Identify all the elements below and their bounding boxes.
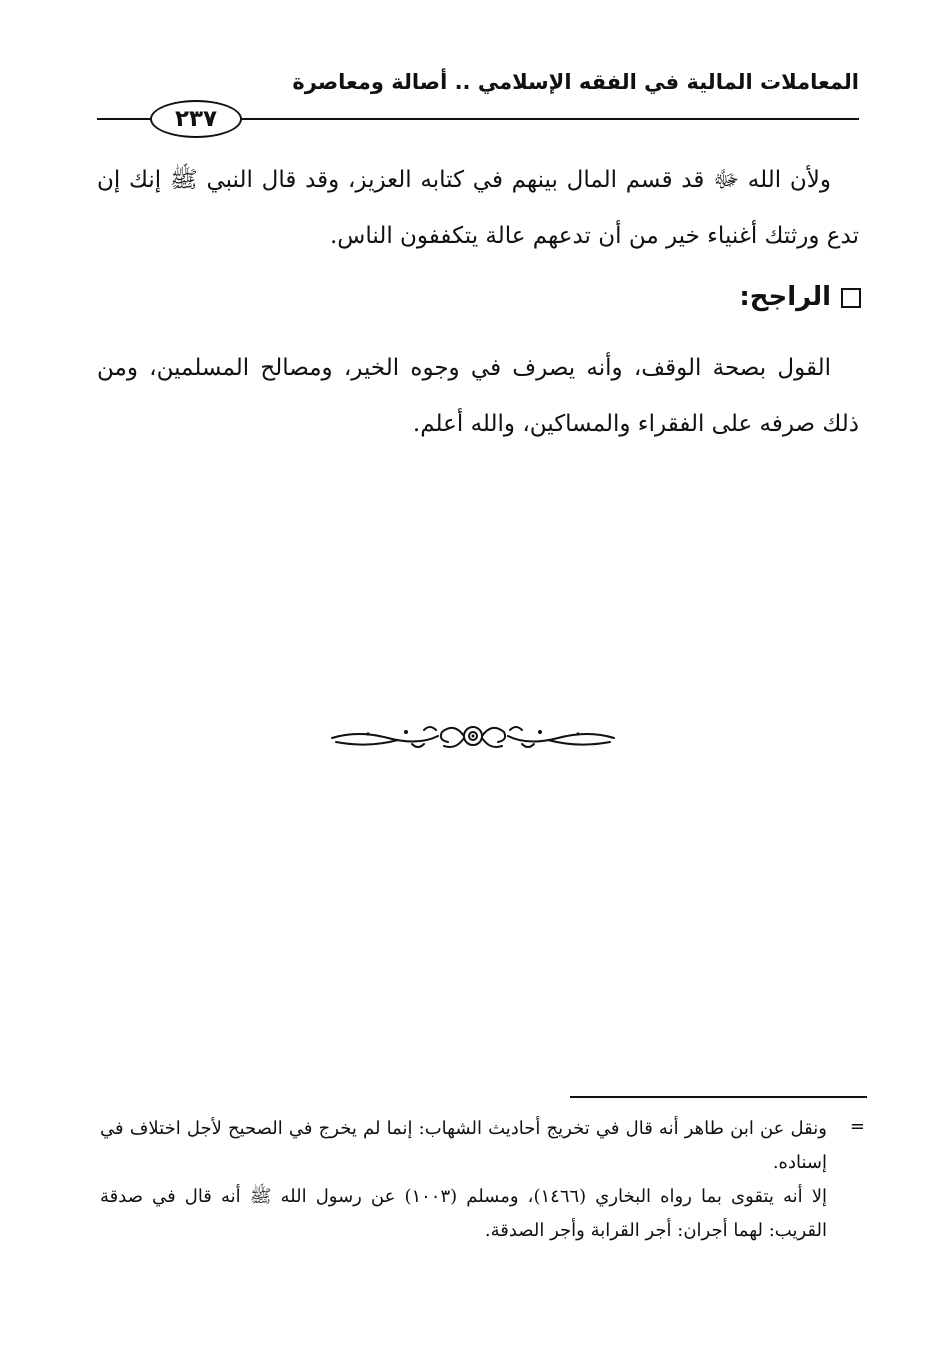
running-title: المعاملات المالية في الفقه الإسلامي .. أصالة ومعاصرة [292,70,859,94]
body-paragraph-2 [97,340,859,452]
checkbox-icon [841,288,861,308]
body-paragraph-1 [97,152,859,264]
body-paragraph-2-text: القول بصحة الوقف، وأنه يصرف في وجوه الخير، ومصالح المسلمين، ومن ذلك صرفه على الفقراء والمساكين، والله أعلم. [97,355,859,437]
footnote-paragraph-1: ونقل عن ابن طاهر أنه قال في تخريج أحاديث الشهاب: إنما لم يخرج في الصحيح لأجل اختلاف في إسناده. [100,1118,827,1173]
floral-divider-icon [328,716,618,756]
footnote-rule [570,1096,867,1098]
body-paragraph-1-text: ولأن الله ﷻ قد قسم المال بينهم في كتابه العزيز، وقد قال النبي ﷺ إنك إن تدع ورثتك أغنياء خير من أن تدعهم عالة يتكففون الناس. [97,167,859,249]
footnote-paragraph-2: إلا أنه يتقوى بما رواه البخاري (١٤٦٦)، ومسلم (١٠٠٣) عن رسول الله ﷺ أنه قال في صدقة القريب: لهما أجران: أجر القرابة وأجر الصدقة. [100,1186,827,1241]
section-heading-text: الراجح: [739,282,831,312]
footnotes [100,1112,827,1248]
section-heading [739,282,861,312]
page-number: ٢٣٧ [150,100,242,138]
footnote-continuation-marker: = [849,1116,865,1137]
